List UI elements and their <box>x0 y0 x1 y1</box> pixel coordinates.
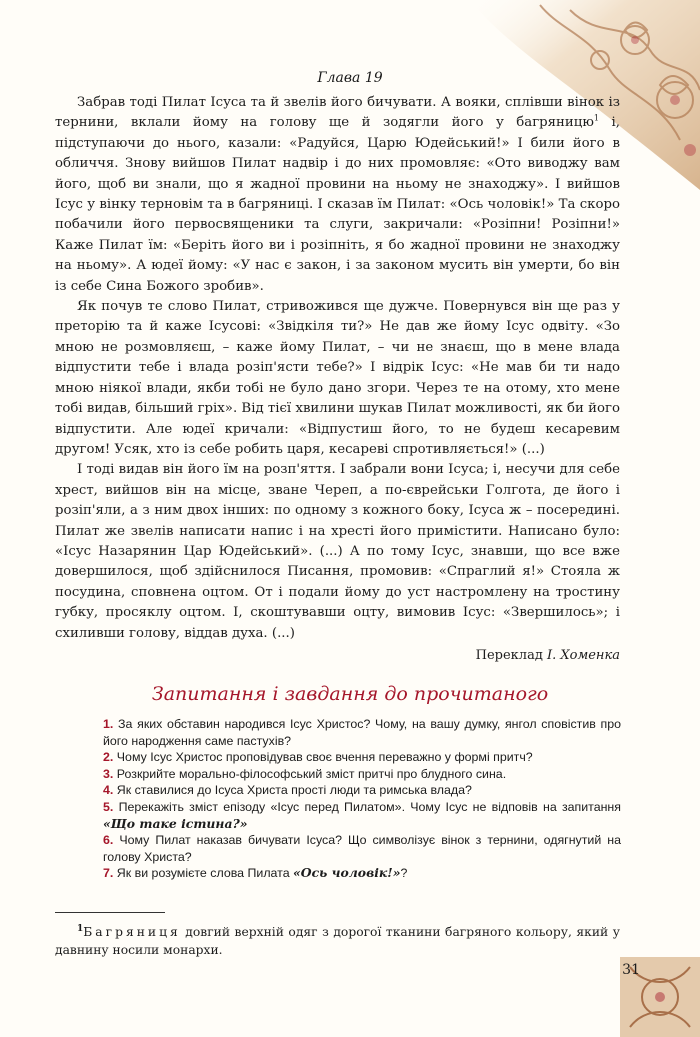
question-item <box>103 799 621 832</box>
footnote <box>55 920 620 959</box>
question-number: 1. <box>103 717 114 731</box>
question-tail: ? <box>400 866 408 881</box>
question-item <box>103 782 621 799</box>
footnote-marker: 1 <box>593 113 600 123</box>
question-item <box>103 749 621 766</box>
question-text: Чому Ісус Христос проповідував своє вчення переважно у формі притч? <box>116 750 533 765</box>
footnote-text: довгий верхній одяг з дорогої тканини багряного кольору, який у давнину носили монархи. <box>55 925 620 958</box>
page-number: 31 <box>622 962 640 978</box>
paragraph-1-part2: і, підступаючи до нього, казали: «Радуйся, Царю Юдейський!» І били його в обличчя. Знову вийшов Пилат надвір і до них промовляє: «Ото виводжу вам його, щоб ви знали, що я жадної провини на ньому не знаходжу». І вийшов Ісус у вінку терновім та в багряниці. І сказав їм Пилат: «Ось чоловік!» Та скоро побачили його первосвященики та слуги, закричали: «Розіпни! Розіпни!» Каже Пилат їм: «Беріть його ви і розіпніть, я бо жадної провини не знаходжу на ньому». А юдеї йому: «У нас є закон, і за законом мусить він умерти, бо він із себе Сина Божого зробив». <box>55 115 620 294</box>
question-number: 3. <box>103 766 114 781</box>
translation-label: Переклад <box>475 648 543 663</box>
question-text: Як ви розумієте слова Пилата <box>116 866 294 881</box>
translation-credit <box>55 648 620 663</box>
paragraph-3: І тоді видав він його їм на розп'яття. І забрали вони Ісуса; і, несучи для себе хрест, вийшов він на місце, зване Череп, а по-єврейськи Голгота, де його і розіп'яли, а з ним двох інших: по одному з кожного боку, Ісуса ж – посередині. Пилат же звелів написати напис і на хресті його примістити. Написано було: «Ісус Назарянин Цар Юдейський». (...) А по тому Ісус, знавши, що все вже довершилося, щоб здійснилося Писання, промовив: «Спраглий я!» Стояла ж посудина, сповнена оцтом. От і подали йому до уст настромлену на тростину губку, просяклу оцтом. І, скоштувавши оцту, вимовив Ісус: «Звершилось»; і схиливши голову, віддав духа. (...) <box>55 462 620 641</box>
paragraph-1-part1: Забрав тоді Пилат Ісуса та й звелів його бичувати. А вояки, сплівши вінок із тернини, вклали йому на голову ще й зодягли його у багряницю <box>55 95 620 131</box>
question-number: 6. <box>103 833 114 848</box>
paragraph-1 <box>55 93 620 297</box>
question-text: Розкрийте морально-філософський зміст притчі про блудного сина. <box>116 766 507 781</box>
questions-list <box>103 716 621 882</box>
question-item <box>103 766 621 783</box>
footnote-divider <box>55 912 165 913</box>
translator-name: І. Хоменка <box>546 648 620 663</box>
question-item <box>103 832 621 865</box>
questions-heading: Запитання і завдання до прочитаного <box>151 683 549 705</box>
question-item <box>103 865 621 882</box>
chapter-text <box>55 93 620 644</box>
question-text: Чому Пилат наказав бичувати Ісуса? Що символізує вінок з тернини, одягнутий на голову Христа? <box>103 833 621 864</box>
paragraph-2: Як почув те слово Пилат, стривожився ще дужче. Повернувся він ще раз у преторію та й каже Ісусові: «Звідкіля ти?» Не дав же йому Ісус одвіту. «Зо мною не розмовляєш, – каже йому Пилат, – чи не знаєш, що в мене влада відпустити тебе і влада розіп'ясти тебе?» І відрік Ісус: «Не мав би ти надо мною ніякої влади, якби тобі не було дано згори. Через те на отому, хто мене тобі видав, більший гріх». Від тієї хвилини шукав Пилат можливості, як би його відпустити. Але юдеї кричали: «Відпустиш його, то не будеш кесаревим другом! Усяк, хто із себе робить царя, кесареві спротивляється!» (...) <box>55 299 620 457</box>
question-emphasis: «Що таке істина?» <box>103 815 248 831</box>
question-number: 4. <box>103 783 114 798</box>
question-text: Як ставилися до Ісуса Христа прості люди та римська влада? <box>116 783 472 798</box>
footnote-number: 1 <box>77 924 84 934</box>
question-number: 7. <box>103 866 114 881</box>
question-number: 5. <box>103 799 114 814</box>
chapter-title: Глава 19 <box>317 70 383 86</box>
footnote-term: Багряниця <box>83 925 181 940</box>
question-emphasis: «Ось чоловік!» <box>293 865 401 881</box>
question-item <box>103 716 621 749</box>
question-text: Перекажіть зміст епізоду «Ісус перед Пилатом». Чому Ісус не відповів на запитання <box>118 799 621 814</box>
question-text: За яких обставин народився Ісус Христос? Чому, на вашу думку, янгол сповістив про його народження саме пастухів? <box>103 717 621 748</box>
question-number: 2. <box>103 750 114 765</box>
